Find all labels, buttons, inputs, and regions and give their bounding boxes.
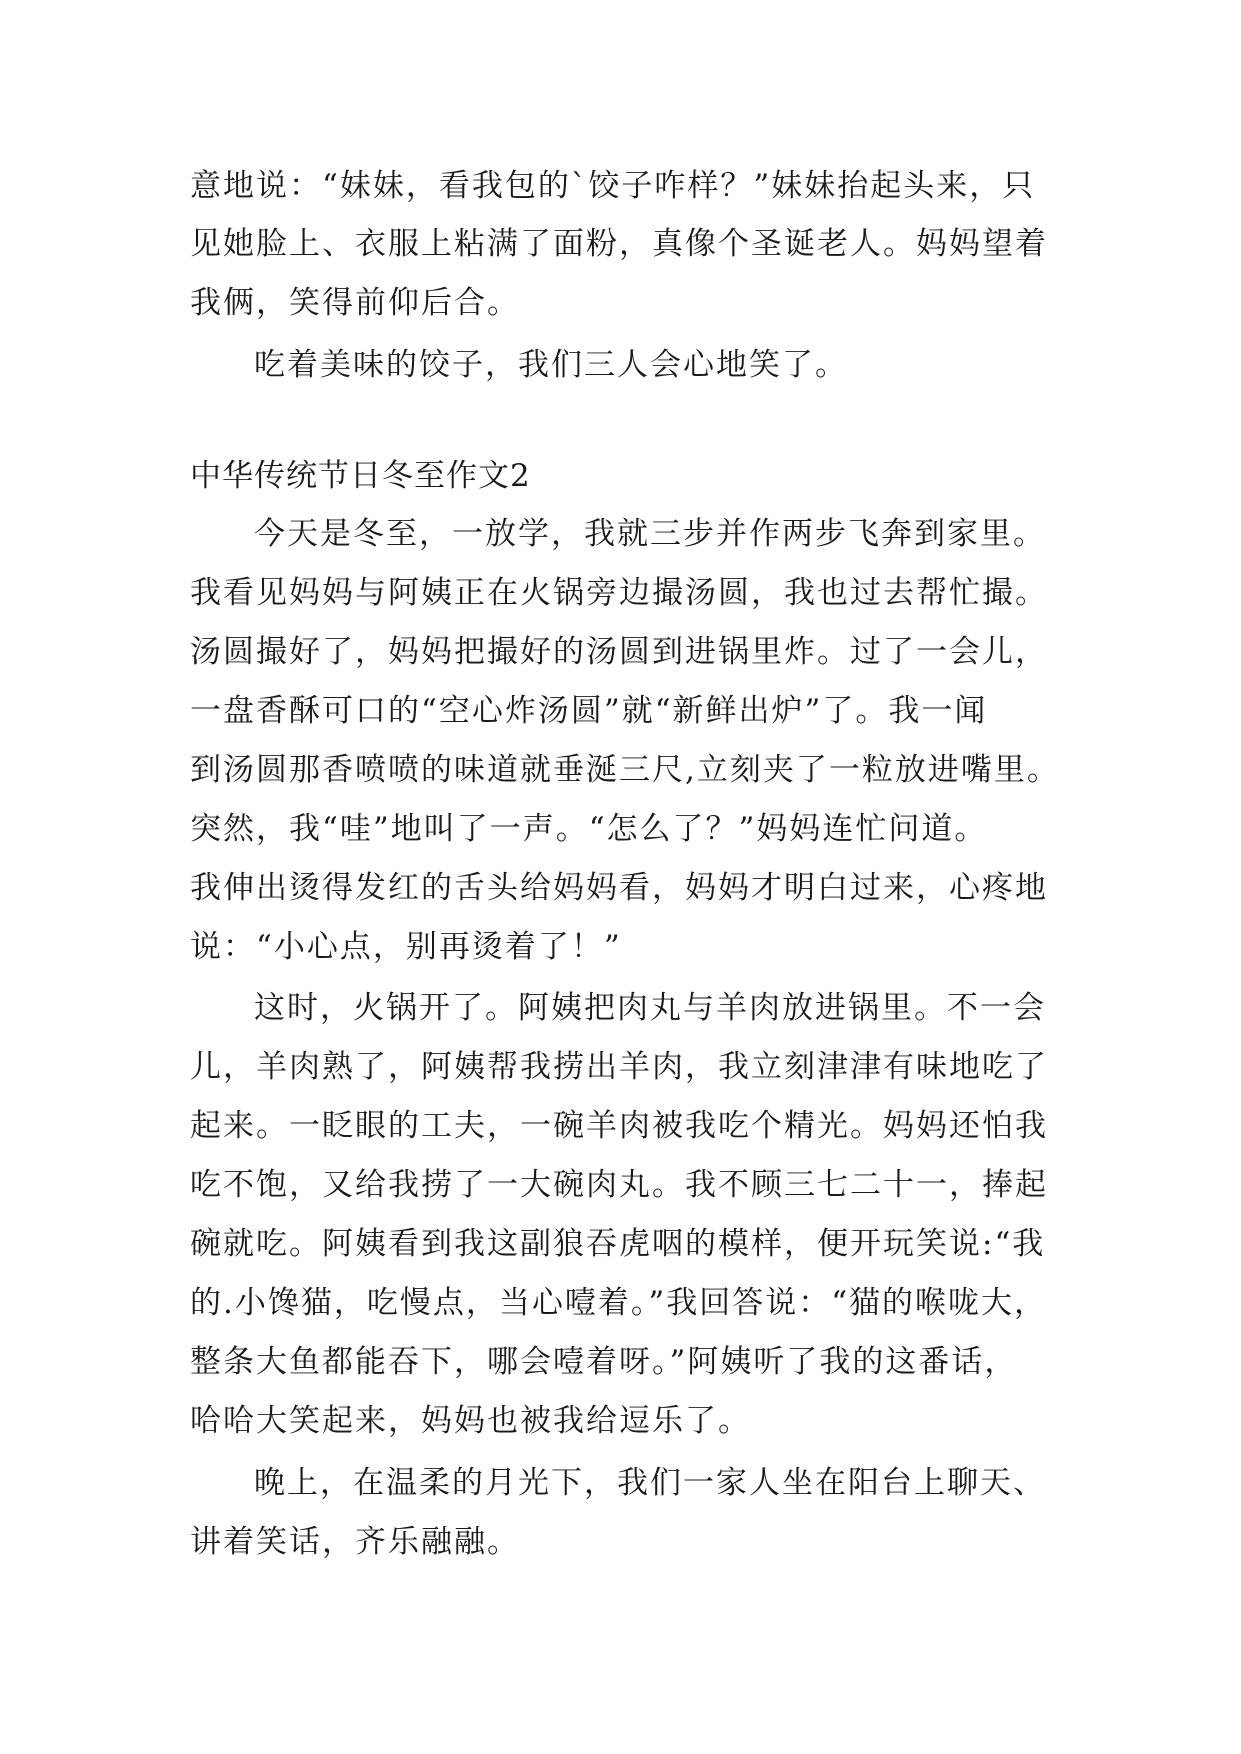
paragraph-line: 意地说：“妹妹，看我包的`饺子咋样？”妹妹抬起头来，只 [190,168,1036,204]
paragraph-line: 儿，羊肉熟了，阿姨帮我捞出羊肉，我立刻津津有味地吃了 [190,1049,1048,1085]
paragraph-line: 吃不饱，又给我捞了一大碗肉丸。我不顾三七二十一，捧起 [190,1167,1048,1203]
paragraph-line: 晚上，在温柔的月光下，我们一家人坐在阳台上聊天、 [254,1465,1046,1501]
paragraph-line: 我俩，笑得前仰后合。 [190,285,520,321]
paragraph-line: 我伸出烫得发红的舌头给妈妈看，妈妈才明白过来，心疼地 [190,870,1048,906]
paragraph-line: 的.小馋猫，吃慢点，当心噎着。”我回答说：“猫的喉咙大， [190,1285,1048,1321]
paragraph-line: 吃着美味的饺子，我们三人会心地笑了。 [254,347,848,383]
paragraph-line: 整条大鱼都能吞下，哪会噎着呀。”阿姨听了我的这番话， [190,1344,1018,1380]
paragraph-line: 说：“小心点，别再烫着了！” [190,929,622,965]
paragraph-line: 哈哈大笑起来，妈妈也被我给逗乐了。 [190,1403,751,1439]
paragraph-line: 起来。一眨眼的工夫，一碗羊肉被我吃个精光。妈妈还怕我 [190,1108,1048,1144]
paragraph-line: 汤圆撮好了，妈妈把撮好的汤圆到进锅里炸。过了一会儿， [190,634,1048,670]
paragraph-line: 见她脸上、衣服上粘满了面粉，真像个圣诞老人。妈妈望着 [190,226,1048,262]
paragraph-line: 碗就吃。阿姨看到我这副狼吞虎咽的模样，便开玩笑说:“我 [190,1226,1046,1262]
paragraph-line: 讲着笑话，齐乐融融。 [190,1524,520,1560]
paragraph-line: 我看见妈妈与阿姨正在火锅旁边撮汤圆，我也过去帮忙撮。 [190,575,1048,611]
section-heading: 中华传统节日冬至作文2 [190,458,531,494]
paragraph-line: 今天是冬至，一放学，我就三步并作两步飞奔到家里。 [254,516,1046,552]
paragraph-line: 这时，火锅开了。阿姨把肉丸与羊肉放进锅里。不一会 [254,990,1046,1026]
paragraph-line: 一盘香酥可口的“空心炸汤圆”就“新鲜出炉”了。我一闻 [190,693,988,729]
paragraph-line: 到汤圆那香喷喷的味道就垂涎三尺,立刻夹了一粒放进嘴里。 [190,752,1060,788]
paragraph-line: 突然，我“哇”地叫了一声。“怎么了？”妈妈连忙问道。 [190,811,988,847]
